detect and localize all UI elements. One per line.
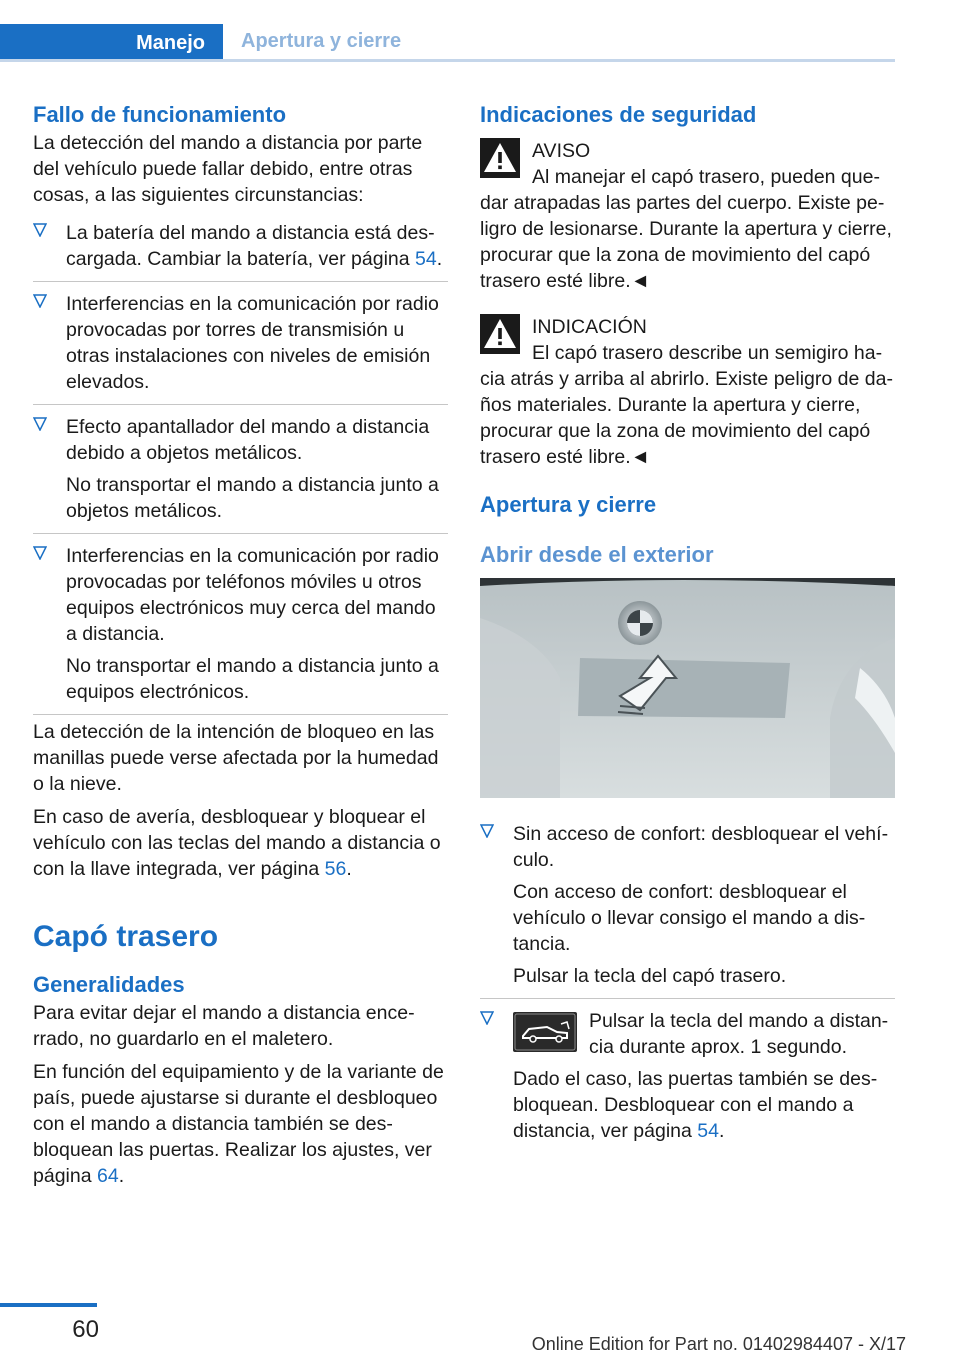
trunk-photo — [480, 578, 895, 798]
paragraph-generalidades-2-text: En función del equipamiento y de la variante de país, puede ajustarse si durante el desbloqueo con el mando a distancia también se desbloquean las puertas. Realizar los ajustes, ver página — [33, 1061, 444, 1187]
tab-apertura-y-cierre[interactable]: Apertura y cierre — [241, 30, 402, 52]
warning-text-aviso: Al manejar el capó trasero, pueden quedar atrapadas las partes del cuerpo. Existe peligro de lesionarse. Durante la apertura y cierre, procurar que la zona de movimiento del capó trasero esté libre.◄ — [480, 166, 892, 292]
list-item-subtext: No transportar el mando a distancia junto a objetos metálicos. — [66, 474, 439, 522]
edition-footer: Online Edition for Part no. 01402984407 - X/17 — [531, 1334, 906, 1354]
list-item — [33, 534, 448, 715]
triangle-bullet-icon — [33, 417, 47, 431]
paragraph-generalidades-2-tail: . — [118, 1165, 125, 1187]
page-number: 60 — [72, 1316, 99, 1343]
list-item-text: La batería del mando a distancia está descargada. Cambiar la batería, ver página — [66, 222, 435, 270]
page-link-56[interactable]: 56 — [324, 858, 347, 880]
list-item-text: Sin acceso de confort: desbloquear el vehículo. — [513, 823, 889, 871]
heading-capo-trasero: Capó trasero — [33, 920, 219, 953]
heading-fallo: Fallo de funcionamiento — [33, 102, 287, 127]
page-number-bar — [0, 1303, 97, 1307]
open-steps-list — [480, 816, 895, 1153]
list-item-text: Interferencias en la comunicación por radio provocadas por teléfonos móviles u otros equipos electrónicos muy cerca del mando a distancia. — [66, 545, 439, 645]
list-item-subtext — [513, 1066, 895, 1144]
paragraph-averia-text: En caso de avería, desbloquear y bloquear el vehículo con las teclas del mando a distancia o con la llave integrada, ver página — [33, 806, 441, 880]
page-link-54[interactable]: 54 — [697, 1120, 719, 1142]
header-rule — [0, 59, 895, 62]
list-item-subtext: Pulsar la tecla del capó trasero. — [513, 965, 787, 987]
left-column — [33, 100, 448, 1196]
warning-block-aviso — [480, 138, 895, 294]
triangle-bullet-icon — [33, 223, 47, 237]
heading-apertura-y-cierre: Apertura y cierre — [480, 492, 657, 517]
paragraph-averia — [33, 804, 448, 882]
header-bar — [0, 24, 895, 62]
right-column — [480, 100, 895, 1157]
list-item — [33, 405, 448, 534]
page-link-54[interactable]: 54 — [415, 248, 437, 270]
list-item — [480, 816, 895, 999]
paragraph-manillas: La detección de la intención de bloqueo en las manillas puede verse afectada por la humedad o la nieve. — [33, 721, 439, 795]
heading-abrir-desde-exterior: Abrir desde el exterior — [480, 542, 714, 567]
warning-triangle-icon — [480, 138, 520, 178]
warning-title-indicacion: INDICACIÓN — [532, 316, 647, 338]
triangle-bullet-icon — [33, 294, 47, 308]
heading-generalidades: Generalidades — [33, 972, 185, 997]
failure-list — [33, 215, 448, 715]
list-item-text: Interferencias en la comunicación por radio provocadas por torres de transmisión u otras instalaciones con niveles de emisión elevados. — [66, 293, 439, 393]
list-item-subtext-tail: . — [718, 1120, 725, 1142]
paragraph-intro: La detección del mando a distancia por parte del vehículo puede fallar debido, entre otras cosas, a las siguientes circunstancias: — [33, 132, 423, 206]
page-link-64[interactable]: 64 — [96, 1165, 119, 1187]
warning-triangle-icon — [480, 314, 520, 354]
list-item-text: Efecto apantallador del mando a distancia debido a objetos metálicos. — [66, 416, 430, 464]
heading-seguridad: Indicaciones de seguridad — [480, 102, 757, 127]
warning-block-indicacion — [480, 314, 895, 470]
list-item-subtext: No transportar el mando a distancia junto a equipos electrónicos. — [66, 655, 439, 703]
list-item-tail: . — [436, 248, 443, 270]
list-item — [33, 282, 448, 405]
paragraph-averia-tail: . — [346, 858, 352, 880]
list-item-subtext: Con acceso de confort: desbloquear el vehículo o llevar consigo el mando a distancia. — [513, 881, 866, 955]
warning-title-aviso: AVISO — [532, 140, 591, 162]
triangle-bullet-icon — [480, 1011, 494, 1025]
list-item — [480, 999, 895, 1153]
list-item — [33, 215, 448, 282]
list-item-text: Pulsar la tecla del mando a distancia durante aprox. 1 segundo. — [589, 1010, 889, 1058]
tab-manejo[interactable]: Manejo — [0, 24, 223, 62]
triangle-bullet-icon — [480, 824, 494, 838]
list-item-subtext-text: Dado el caso, las puertas también se desbloquean. Desbloquear con el mando a distancia, ver página — [513, 1068, 878, 1142]
car-trunk-key-icon — [513, 1012, 577, 1052]
warning-text-indicacion: El capó trasero describe un semigiro hacia atrás y arriba al abrirlo. Existe peligro de daños materiales. Durante la apertura y cierre, procurar que la zona de movimiento del capó trasero esté libre.◄ — [480, 342, 893, 468]
paragraph-generalidades-2 — [33, 1059, 448, 1189]
paragraph-generalidades-1: Para evitar dejar el mando a distancia encerrado, no guardarlo en el maletero. — [33, 1002, 415, 1050]
triangle-bullet-icon — [33, 546, 47, 560]
